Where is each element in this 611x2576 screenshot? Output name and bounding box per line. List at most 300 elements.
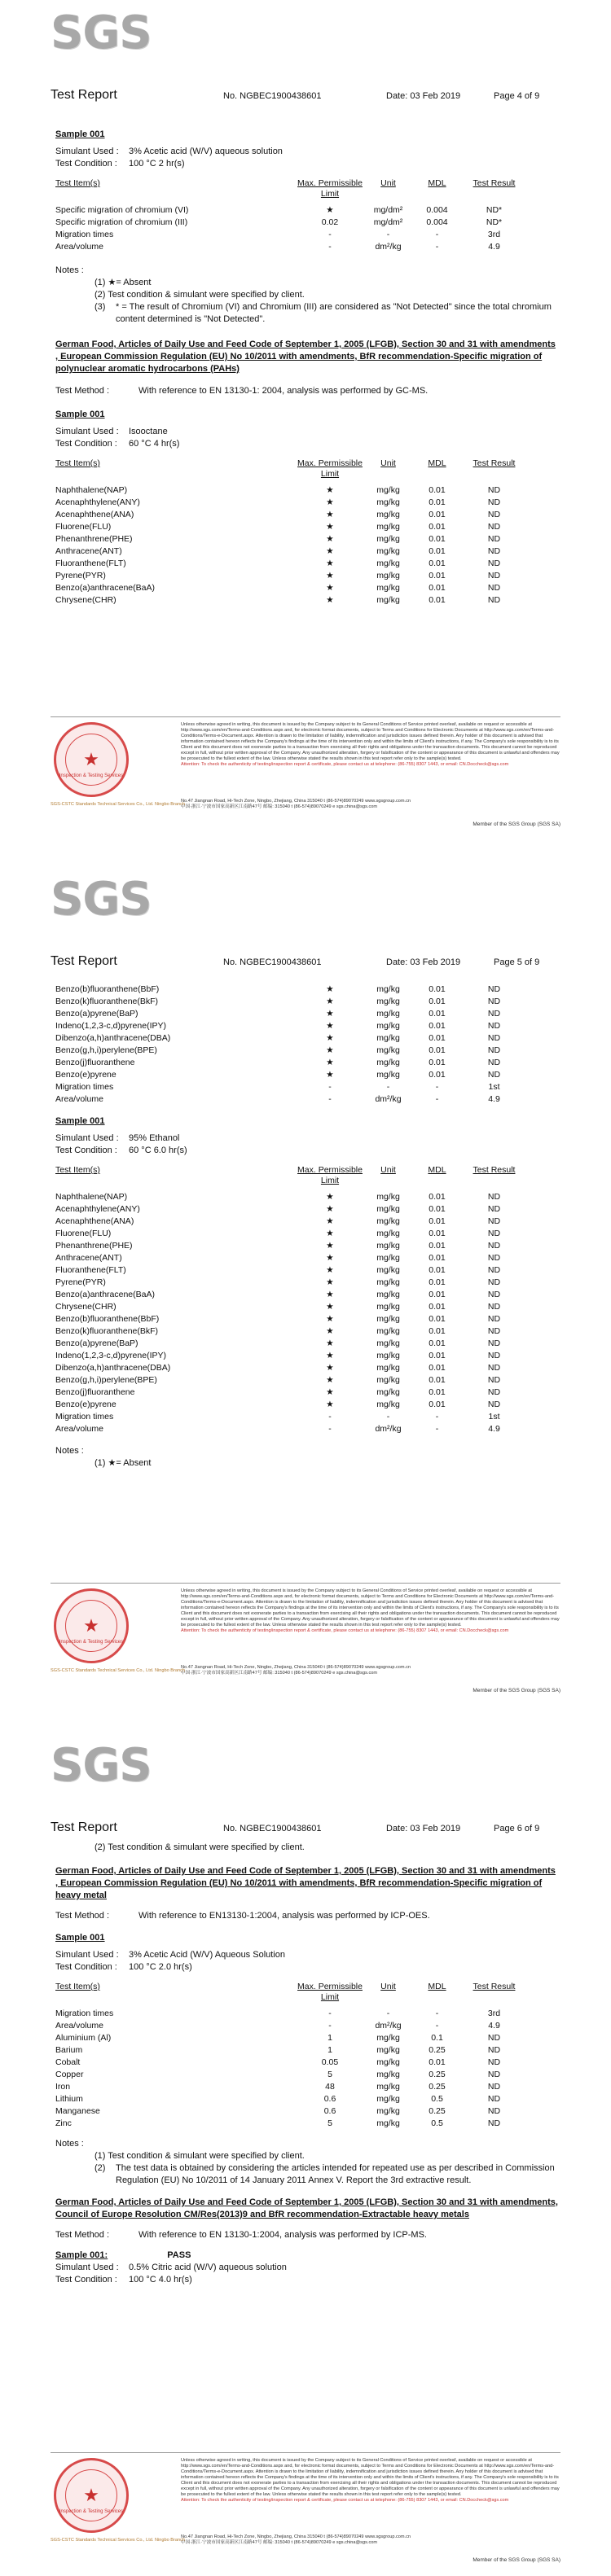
cell-result: ND xyxy=(487,2118,501,2128)
cell-max-limit: ★ xyxy=(326,1253,334,1263)
cell-max-limit: ★ xyxy=(326,1277,334,1287)
cell-mdl: 0.004 xyxy=(426,205,448,215)
cell-mdl: 0.5 xyxy=(431,2094,443,2104)
col-test-item: Test Item(s) xyxy=(55,1982,100,1991)
cell-unit: mg/kg xyxy=(376,522,400,532)
cell-mdl: 0.01 xyxy=(429,1241,446,1251)
test-method-value: With reference to EN13130-1:2004, analysis was performed by ICP-OES. xyxy=(138,1911,430,1921)
pah-ethanol-results-table xyxy=(55,1165,528,1435)
cell-result: ND xyxy=(487,1302,501,1312)
cell-test-item: Benzo(e)pyrene xyxy=(55,1070,116,1080)
cell-unit: dm²/kg xyxy=(375,2021,402,2031)
col-max-limit: Max. Permissible Limit xyxy=(297,178,363,199)
cell-mdl: - xyxy=(435,1082,439,1092)
simulant-value: 3% Acetic acid (W/V) aqueous solution xyxy=(129,147,283,156)
cell-mdl: 0.01 xyxy=(429,1400,446,1409)
cell-result: ND xyxy=(487,1021,501,1031)
test-method-label: Test Method : xyxy=(55,2230,110,2240)
cell-unit: mg/kg xyxy=(376,1265,400,1275)
cell-result: ND xyxy=(487,1277,501,1287)
cell-result: ND xyxy=(487,510,501,519)
cell-unit: mg/kg xyxy=(376,583,400,593)
cell-mdl: 0.01 xyxy=(429,1253,446,1263)
cell-max-limit: ★ xyxy=(326,1009,334,1019)
cell-max-limit: 5 xyxy=(327,2070,332,2079)
cell-mdl: 0.01 xyxy=(429,1192,446,1202)
report-header xyxy=(51,1820,560,1835)
sample-heading: Sample 001 xyxy=(55,410,105,419)
regulation-title: German Food, Articles of Daily Use and Feed Code of September 1, 2005 (LFGB), Section 30 and 31 with amendments , European Commission Regulation (EU) No 10/2011 with amendments, BfR recommendation-Specific migration of heavy metal xyxy=(55,1866,556,1900)
cell-mdl: 0.01 xyxy=(429,546,446,556)
report-page-4 xyxy=(0,0,611,855)
sample-pass-row xyxy=(55,2250,560,2262)
col-mdl: MDL xyxy=(428,178,446,188)
cell-unit: mg/kg xyxy=(376,2082,400,2092)
cell-mdl: 0.01 xyxy=(429,497,446,507)
cell-mdl: 0.01 xyxy=(429,1326,446,1336)
table-row xyxy=(55,1216,528,1228)
cell-unit: mg/kg xyxy=(376,1302,400,1312)
notes-label: Notes : xyxy=(55,2139,84,2149)
address-line: No.47 Jiangnan Road, Hi-Tech Zone, Ningbo, Zhejiang, China 315040 t (86-574)89070249 www.sgsgroup.com.cn xyxy=(181,2534,411,2539)
table-row xyxy=(55,1228,528,1240)
condition-row xyxy=(55,2274,560,2286)
cell-result: ND xyxy=(487,1326,501,1336)
cell-test-item: Benzo(g,h,i)perylene(BPE) xyxy=(55,1045,157,1055)
cell-test-item: Area/volume xyxy=(55,1424,103,1434)
cell-max-limit: ★ xyxy=(326,1021,334,1031)
authenticity-note: Attention: To check the authenticity of testing/inspection report & certificate, please contact us at telephone: (86-755) 8307 1443, or email: CN.Doccheck@sgs.com xyxy=(181,2498,509,2503)
cell-unit: mg/kg xyxy=(376,2094,400,2104)
table-row xyxy=(55,1411,528,1423)
note-number: (3) xyxy=(95,302,106,312)
cell-max-limit: ★ xyxy=(326,1204,334,1214)
condition-label: Test Condition : xyxy=(55,1962,117,1972)
stamp-caption: SGS-CSTC Standards Technical Services Co., Ltd. Ningbo Branch xyxy=(51,1668,185,1673)
cell-max-limit: 0.02 xyxy=(321,217,339,227)
cell-max-limit: ★ xyxy=(326,1302,334,1312)
legal-disclaimer xyxy=(181,1588,560,1634)
table-row xyxy=(55,1399,528,1411)
condition-label: Test Condition : xyxy=(55,1146,117,1155)
table-row xyxy=(55,1350,528,1362)
col-mdl: MDL xyxy=(428,1982,446,1991)
cell-test-item: Migration times xyxy=(55,1412,114,1422)
sample-heading: Sample 001 xyxy=(55,129,105,139)
table-row xyxy=(55,217,528,229)
cell-unit: mg/kg xyxy=(376,2070,400,2079)
table-row xyxy=(55,594,528,607)
cell-test-item: Benzo(a)anthracene(BaA) xyxy=(55,1290,155,1299)
cell-test-item: Acenaphthylene(ANY) xyxy=(55,497,140,507)
member-note: Member of the SGS Group (SGS SA) xyxy=(473,1688,560,1693)
address-line-cn: 中国·浙江·宁波市国家高新区江南路47号 邮编: 315040 t (86-574)89070249 e sgs.china@sgs.com xyxy=(181,1671,378,1676)
cell-result: ND xyxy=(487,1241,501,1251)
cell-unit: - xyxy=(386,230,390,239)
cell-result: ND xyxy=(487,497,501,507)
cell-max-limit: 0.6 xyxy=(323,2106,336,2116)
cell-mdl: 0.01 xyxy=(429,510,446,519)
simulant-label: Simulant Used : xyxy=(55,427,119,436)
cell-mdl: 0.01 xyxy=(429,1351,446,1360)
cell-test-item: Benzo(j)fluoranthene xyxy=(55,1058,135,1067)
legal-disclaimer xyxy=(181,722,560,768)
cell-result: ND xyxy=(487,559,501,568)
cell-mdl: 0.01 xyxy=(429,997,446,1006)
cell-unit: mg/dm² xyxy=(373,205,403,215)
cell-max-limit: ★ xyxy=(326,1363,334,1373)
cell-max-limit: ★ xyxy=(326,1351,334,1360)
cell-test-item: Benzo(g,h,i)perylene(BPE) xyxy=(55,1375,157,1385)
cell-unit: mg/kg xyxy=(376,1192,400,1202)
cell-max-limit: ★ xyxy=(326,571,334,580)
cell-unit: mg/kg xyxy=(376,1351,400,1360)
cell-test-item: Cobalt xyxy=(55,2057,81,2067)
report-header xyxy=(51,88,560,103)
cell-result: ND xyxy=(487,1058,501,1067)
cell-mdl: 0.01 xyxy=(429,1021,446,1031)
simulant-value: 95% Ethanol xyxy=(129,1133,180,1143)
cell-test-item: Benzo(a)anthracene(BaA) xyxy=(55,583,155,593)
cell-unit: mg/kg xyxy=(376,485,400,495)
cell-test-item: Copper xyxy=(55,2070,84,2079)
note-text: The test data is obtained by considering the articles intended for repeated use as per described in Commission Regulation (EU) No 10/2011 of 14 January 2011 Annex V. Report the 3rd extractive result. xyxy=(116,2163,555,2185)
report-date: Date: 03 Feb 2019 xyxy=(386,91,461,101)
condition-row xyxy=(55,1145,560,1157)
cell-mdl: 0.01 xyxy=(429,1009,446,1019)
star-icon: ★ xyxy=(65,2469,117,2521)
cell-mdl: 0.01 xyxy=(429,1216,446,1226)
cell-max-limit: - xyxy=(328,1424,332,1434)
cell-mdl: - xyxy=(435,2009,439,2018)
col-result: Test Result xyxy=(473,1982,516,1991)
cell-test-item: Indeno(1,2,3-c,d)pyrene(IPY) xyxy=(55,1351,166,1360)
page-footer xyxy=(51,716,560,839)
page-5-content xyxy=(55,984,560,1470)
col-test-item: Test Item(s) xyxy=(55,1165,100,1175)
cell-test-item: Indeno(1,2,3-c,d)pyrene(IPY) xyxy=(55,1021,166,1031)
pass-verdict: PASS xyxy=(167,2250,191,2260)
star-icon: ★ xyxy=(65,734,117,786)
simulant-row xyxy=(55,146,560,158)
member-note: Member of the SGS Group (SGS SA) xyxy=(473,2557,560,2563)
cell-max-limit: - xyxy=(328,1082,332,1092)
note-item: (2) Test condition & simulant were specified by client. xyxy=(95,290,305,300)
table-row xyxy=(55,1020,528,1032)
col-max-limit: Max. Permissible Limit xyxy=(297,1982,363,2002)
cell-test-item: Specific migration of chromium (III) xyxy=(55,217,188,227)
cell-max-limit: ★ xyxy=(326,997,334,1006)
cell-result: 3rd xyxy=(487,230,501,239)
report-number: No. NGBEC1900438601 xyxy=(223,957,322,967)
col-unit: Unit xyxy=(380,178,396,188)
col-unit: Unit xyxy=(380,458,396,468)
cell-max-limit: ★ xyxy=(326,1400,334,1409)
cell-result: ND xyxy=(487,595,501,605)
cell-mdl: 0.01 xyxy=(429,559,446,568)
report-page-6 xyxy=(0,1733,611,2576)
cell-mdl: 0.01 xyxy=(429,1314,446,1324)
cell-mdl: 0.25 xyxy=(429,2070,446,2079)
notes-label: Notes : xyxy=(55,265,84,275)
condition-label: Test Condition : xyxy=(55,2275,117,2285)
table-row xyxy=(55,1045,528,1057)
cell-unit: mg/kg xyxy=(376,510,400,519)
table-row xyxy=(55,2069,528,2081)
cell-max-limit: ★ xyxy=(326,984,334,994)
cell-test-item: Benzo(k)fluoranthene(BkF) xyxy=(55,1326,159,1336)
stamp-text: Inspection & Testing Services xyxy=(59,773,124,778)
cell-max-limit: ★ xyxy=(326,1375,334,1385)
cell-result: ND xyxy=(487,522,501,532)
cell-max-limit: ★ xyxy=(326,1338,334,1348)
cell-result: ND xyxy=(487,546,501,556)
cell-test-item: Aluminium (Al) xyxy=(55,2033,112,2043)
cell-test-item: Benzo(b)fluoranthene(BbF) xyxy=(55,984,160,994)
table-row xyxy=(55,2008,528,2020)
regulation-title: German Food, Articles of Daily Use and Feed Code of September 1, 2005 (LFGB), Section 30 and 31 with amendments , European Commission Regulation (EU) No 10/2011 with amendments, BfR recommendation-Specific migration of polynuclear aromatic hydrocarbons (PAHs) xyxy=(55,340,556,374)
cell-test-item: Chrysene(CHR) xyxy=(55,1302,116,1312)
authenticity-note: Attention: To check the authenticity of testing/inspection report & certificate, please contact us at telephone: (86-755) 8307 1443, or email: CN.Doccheck@sgs.com xyxy=(181,1628,509,1633)
cell-test-item: Phenanthrene(PHE) xyxy=(55,1241,133,1251)
cell-unit: mg/kg xyxy=(376,984,400,994)
cell-unit: mg/kg xyxy=(376,2057,400,2067)
cell-max-limit: ★ xyxy=(326,583,334,593)
cell-max-limit: ★ xyxy=(326,522,334,532)
cell-mdl: 0.01 xyxy=(429,571,446,580)
table-row xyxy=(55,1325,528,1338)
cell-mdl: 0.01 xyxy=(429,1033,446,1043)
cell-result: ND* xyxy=(486,217,503,227)
cell-unit: mg/kg xyxy=(376,559,400,568)
cell-result: ND xyxy=(487,1070,501,1080)
sgs-logo: SGS xyxy=(51,873,152,926)
sgs-logo: SGS xyxy=(51,7,152,59)
table-row xyxy=(55,2020,528,2032)
cell-mdl: - xyxy=(435,2021,439,2031)
table-row xyxy=(55,533,528,545)
page-4-content xyxy=(55,129,560,607)
cell-result: ND xyxy=(487,1387,501,1397)
simulant-label: Simulant Used : xyxy=(55,1133,119,1143)
col-test-item: Test Item(s) xyxy=(55,458,100,468)
cell-mdl: 0.01 xyxy=(429,1265,446,1275)
cell-test-item: Benzo(b)fluoranthene(BbF) xyxy=(55,1314,160,1324)
cell-mdl: 0.01 xyxy=(429,1070,446,1080)
cell-unit: mg/kg xyxy=(376,2118,400,2128)
table-row xyxy=(55,582,528,594)
table-row xyxy=(55,1069,528,1081)
address-line: No.47 Jiangnan Road, Hi-Tech Zone, Ningbo, Zhejiang, China 315040 t (86-574)89070249 www.sgsgroup.com.cn xyxy=(181,799,411,804)
cell-max-limit: ★ xyxy=(326,1045,334,1055)
cell-mdl: - xyxy=(435,1424,439,1434)
cell-test-item: Naphthalene(NAP) xyxy=(55,1192,128,1202)
cell-test-item: Anthracene(ANT) xyxy=(55,1253,122,1263)
cell-unit: mg/kg xyxy=(376,571,400,580)
cell-mdl: 0.01 xyxy=(429,1204,446,1214)
cell-unit: mg/kg xyxy=(376,1387,400,1397)
cell-result: ND xyxy=(487,997,501,1006)
col-test-item: Test Item(s) xyxy=(55,178,100,188)
member-note: Member of the SGS Group (SGS SA) xyxy=(473,821,560,827)
cell-max-limit: ★ xyxy=(326,534,334,544)
cell-max-limit: ★ xyxy=(326,205,334,215)
cell-test-item: Pyrene(PYR) xyxy=(55,571,106,580)
cell-result: ND xyxy=(487,2070,501,2079)
cell-unit: mg/kg xyxy=(376,1338,400,1348)
report-date: Date: 03 Feb 2019 xyxy=(386,957,461,967)
simulant-row xyxy=(55,2262,560,2274)
cell-unit: mg/kg xyxy=(376,1216,400,1226)
cell-result: ND xyxy=(487,2033,501,2043)
cell-max-limit: ★ xyxy=(326,559,334,568)
pah-results-table-continued xyxy=(55,984,528,1106)
cell-mdl: 0.004 xyxy=(426,217,448,227)
note-item: (1) ★= Absent xyxy=(95,278,152,287)
report-date: Date: 03 Feb 2019 xyxy=(386,1824,461,1833)
table-row xyxy=(55,570,528,582)
cell-result: ND xyxy=(487,1204,501,1214)
cell-test-item: Fluoranthene(FLT) xyxy=(55,559,126,568)
cell-result: ND xyxy=(487,2082,501,2092)
table-row xyxy=(55,1423,528,1435)
condition-row xyxy=(55,158,560,170)
cell-max-limit: ★ xyxy=(326,1058,334,1067)
table-row xyxy=(55,2057,528,2069)
cell-max-limit: ★ xyxy=(326,595,334,605)
table-row xyxy=(55,2081,528,2093)
cell-max-limit: - xyxy=(328,1412,332,1422)
cell-unit: mg/kg xyxy=(376,1021,400,1031)
cell-result: ND xyxy=(487,2094,501,2104)
report-page-5 xyxy=(0,866,611,1721)
cell-test-item: Dibenzo(a,h)anthracene(DBA) xyxy=(55,1033,171,1043)
cell-test-item: Migration times xyxy=(55,1082,114,1092)
cell-max-limit: 1 xyxy=(327,2033,332,2043)
cell-max-limit: ★ xyxy=(326,1314,334,1324)
simulant-row xyxy=(55,1949,560,1961)
cell-test-item: Acenaphthene(ANA) xyxy=(55,1216,134,1226)
cell-result: ND xyxy=(487,571,501,580)
table-row xyxy=(55,996,528,1008)
condition-value: 100 °C 2.0 hr(s) xyxy=(129,1962,192,1972)
cell-test-item: Lithium xyxy=(55,2094,83,2104)
simulant-row xyxy=(55,426,560,438)
condition-value: 100 °C 2 hr(s) xyxy=(129,159,185,169)
address-strip xyxy=(181,1665,560,1676)
cell-unit: mg/kg xyxy=(376,1058,400,1067)
col-result: Test Result xyxy=(473,178,516,188)
cell-unit: mg/kg xyxy=(376,997,400,1006)
cell-max-limit: ★ xyxy=(326,485,334,495)
cell-unit: mg/kg xyxy=(376,595,400,605)
cell-result: ND xyxy=(487,1265,501,1275)
cell-result: ND xyxy=(487,1253,501,1263)
cell-unit: mg/dm² xyxy=(373,217,403,227)
cell-result: ND xyxy=(487,1314,501,1324)
condition-value: 100 °C 4.0 hr(s) xyxy=(129,2275,192,2285)
table-row xyxy=(55,1093,528,1106)
cell-result: ND xyxy=(487,2106,501,2116)
cell-result: ND xyxy=(487,1033,501,1043)
stamp-text: Inspection & Testing Services xyxy=(59,2509,124,2514)
cell-test-item: Benzo(j)fluoranthene xyxy=(55,1387,135,1397)
cell-result: 1st xyxy=(488,1082,500,1092)
table-row xyxy=(55,1032,528,1045)
report-title: Test Report xyxy=(51,954,117,968)
cell-unit: - xyxy=(386,1082,390,1092)
cell-result: 4.9 xyxy=(488,1094,500,1104)
cell-unit: mg/kg xyxy=(376,1033,400,1043)
cell-max-limit: - xyxy=(328,2021,332,2031)
cell-mdl: 0.01 xyxy=(429,1375,446,1385)
simulant-value: 0.5% Citric acid (W/V) aqueous solution xyxy=(129,2263,287,2272)
note-item xyxy=(55,2162,560,2187)
table-row xyxy=(55,1374,528,1387)
cell-unit: mg/kg xyxy=(376,1277,400,1287)
cell-unit: mg/kg xyxy=(376,1400,400,1409)
cell-test-item: Benzo(e)pyrene xyxy=(55,1400,116,1409)
cell-unit: mg/kg xyxy=(376,534,400,544)
cell-result: ND xyxy=(487,1009,501,1019)
address-line: No.47 Jiangnan Road, Hi-Tech Zone, Ningbo, Zhejiang, China 315040 t (86-574)89070249 www.sgsgroup.com.cn xyxy=(181,1665,411,1670)
col-unit: Unit xyxy=(380,1165,396,1175)
cell-mdl: 0.01 xyxy=(429,1058,446,1067)
cell-mdl: - xyxy=(435,230,439,239)
cell-result: ND xyxy=(487,1338,501,1348)
condition-label: Test Condition : xyxy=(55,159,117,169)
cell-mdl: 0.1 xyxy=(431,2033,443,2043)
col-mdl: MDL xyxy=(428,1165,446,1175)
cell-unit: - xyxy=(386,1412,390,1422)
table-row xyxy=(55,1252,528,1264)
cell-max-limit: ★ xyxy=(326,1265,334,1275)
stamp-text: Inspection & Testing Services xyxy=(59,1640,124,1645)
test-method-value: With reference to EN 13130-1:2004, analysis was performed by ICP-MS. xyxy=(138,2230,427,2240)
cell-unit: mg/kg xyxy=(376,497,400,507)
cell-mdl: 0.01 xyxy=(429,583,446,593)
cell-max-limit: - xyxy=(328,242,332,252)
cell-mdl: 0.01 xyxy=(429,1045,446,1055)
table-row xyxy=(55,1387,528,1399)
cell-max-limit: ★ xyxy=(326,546,334,556)
cell-max-limit: ★ xyxy=(326,1326,334,1336)
page-number: Page 6 of 9 xyxy=(494,1824,540,1833)
cell-max-limit: ★ xyxy=(326,1033,334,1043)
cell-result: ND xyxy=(487,984,501,994)
table-row xyxy=(55,1008,528,1020)
cell-result: ND xyxy=(487,1045,501,1055)
cell-unit: mg/kg xyxy=(376,1241,400,1251)
cell-result: 4.9 xyxy=(488,2021,500,2031)
address-line-cn: 中国·浙江·宁波市国家高新区江南路47号 邮编: 315040 t (86-574)89070249 e sgs.china@sgs.com xyxy=(181,804,378,809)
sample-heading: Sample 001: xyxy=(55,2250,108,2260)
page-number: Page 5 of 9 xyxy=(494,957,540,967)
cell-test-item: Manganese xyxy=(55,2106,100,2116)
test-method-row xyxy=(55,385,560,397)
heavy-metal-results-table xyxy=(55,1982,528,2130)
stamp-caption: SGS-CSTC Standards Technical Services Co., Ltd. Ningbo Branch xyxy=(51,2538,185,2543)
cell-mdl: 0.25 xyxy=(429,2082,446,2092)
cell-max-limit: ★ xyxy=(326,1070,334,1080)
cell-unit: mg/kg xyxy=(376,1326,400,1336)
pah-results-table xyxy=(55,458,528,607)
col-result: Test Result xyxy=(473,458,516,468)
cell-test-item: Specific migration of chromium (VI) xyxy=(55,205,189,215)
report-number: No. NGBEC1900438601 xyxy=(223,91,322,101)
table-row xyxy=(55,1338,528,1350)
note-item xyxy=(55,301,560,326)
